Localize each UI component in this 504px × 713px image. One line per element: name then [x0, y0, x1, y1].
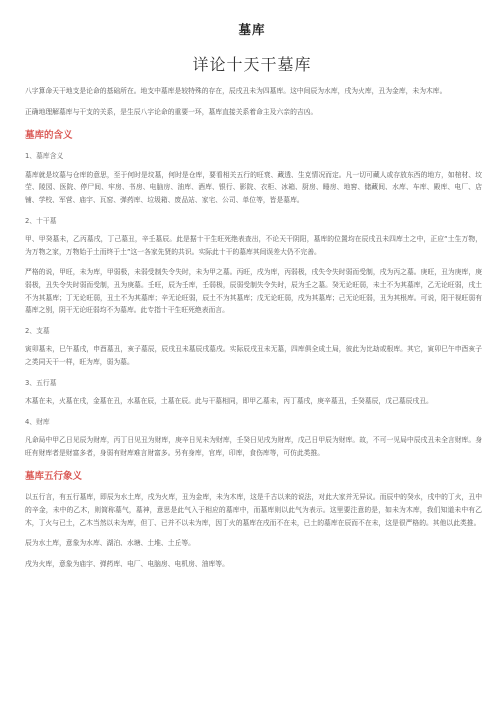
subheading-five-elements: 3、五行墓: [25, 378, 57, 387]
subheading-wealth-vault: 4、财库: [25, 417, 50, 426]
intro-paragraph: 八字算命天干地支是论命的基础所在。地支中墓库是较特殊的存在，辰戌丑未为四墓库。这中间辰为水库，戌为火库，丑为金库，未为木库。: [25, 87, 447, 95]
paragraph-five-elements: 木墓在未，火墓在戌，金墓在丑，水墓在辰，土墓在辰。此与干墓相同，即甲乙墓未，丙丁墓戌，庚辛墓丑，壬癸墓辰，戊己墓辰戌丑。: [25, 397, 433, 406]
paragraph-branch-tomb: 寅卯墓未，巳午墓戌，申酉墓丑，亥子墓辰，辰戌丑未墓辰戌墓戌。实际辰戌丑未无墓，四库俱全成土局，彼此为比劫或根库。其它，寅卯巳午申酉亥子之类同天干一样，旺为库，弱为墓。: [25, 345, 482, 366]
paragraph-symbolism: 以五行言，有五行墓库，即辰为水土库，戌为火库，丑为金库，未为木库，这是千古以来的说法，对此大家并无异议。而辰中的癸水，戌中的丁火，丑中的辛金，未中的乙木，则简称墓气，墓神，意思是此气入于相应的墓库中，而墓库则以此气为表示。这里要注意的是，如未为木库，我们知道未中有乙木，丁火与已土，乙木当然以未为库，但丁、已并不以未为库，因丁火的墓库在戌而不在未，已土的墓库在辰而不在未，这是很严格的。其他以此类推。: [25, 493, 482, 527]
subheading-meaning: 1、墓库含义: [25, 152, 64, 161]
document-title: 墓库: [238, 22, 266, 37]
paragraph-chen-vault: 辰为水土库，意象为水库、湖泊、水塘、土堆、土丘等。: [25, 539, 195, 548]
subheading-branch-tomb: 2、支墓: [25, 326, 50, 335]
paragraph-xu-vault: 戌为火库，意象为庙宇、弹药库、电厂、电脑房、电机房、油库等。: [25, 559, 229, 568]
section-heading-symbolism: 墓库五行象义: [25, 471, 83, 483]
paragraph-ten-stems-detail: 严格的说，甲旺，未为库，甲弱极，未弱受制失令失时，未为甲之墓。丙旺，戌为库，丙弱极，戌失令失时弱而受制，戌为丙之墓。庚旺，丑为庚库，庚弱极，丑失令失时弱而受制，丑为庚墓。壬旺，辰为壬库，壬弱极，辰弱受制失令失时，辰为壬之墓。癸无论旺弱，未土不为其墓库，乙无论旺弱，戌土不为其墓库；丁无论旺弱，丑土不为其墓库；辛无论旺弱，辰土不为其墓库；戊无论旺弱，戌为其墓库；己无论旺弱，丑为其根库。可说，阳干视旺弱有墓库之别，阴干无论旺弱均不为墓库。此专指十干生旺死绝表而言。: [25, 268, 482, 315]
paragraph-meaning: 墓库就是坟墓与仓库的意思，至于何时是坟墓，何时是仓库，要看相关五行的旺衰、藏透、生克情况而定。凡一切可藏人或存放东西的地方，如棺材、坟茔、陵园、医院、停尸间、牢房、书房、电脑房、油库、酒库、银行、影院、衣柜、冰箱、厨房、睡房、地窖、储藏间、水库、车库、殿库、电厂、店铺、学校、军营、庙宇、瓦窑、弹药库、垃圾箱、废品站、家宅、公司、单位等，皆是墓库。: [25, 170, 482, 204]
article-body: [25, 85, 482, 578]
intro-paragraph-2: 正确地理解墓库与干支的关系，是生辰八字论命的重要一环，墓库直接关系着命主及六亲的吉凶。: [25, 107, 318, 116]
paragraph-ten-stems: 甲、甲癸墓未，乙丙墓戌，丁己墓丑，辛壬墓辰。此是据十干生旺死绝表查出，不论天干阴阳，墓库的位置均在辰戌丑未四库土之中，正应“土生万物，为万物之家，万物始于土而终于土”这一各家先贤的共识。实际此十干的墓库其间误差大仍不完善。: [25, 235, 482, 256]
section-heading-meaning: 墓库的含义: [25, 130, 73, 142]
article-title: 详论十天干墓库: [192, 55, 312, 74]
paragraph-wealth-vault: 凡命局中甲乙日见辰为财库，丙丁日见丑为财库，庚辛日见未为财库，壬癸日见戌为财库，戊己日甲辰为财库。故，不可一见局中辰戌丑未全言财库。身旺有财库者是财富多者，身弱有财库难言财富多。另有身库，官库，印库，食伤库等，可仿此类推。: [25, 436, 482, 457]
subheading-ten-stems: 2、十干墓: [25, 216, 57, 225]
